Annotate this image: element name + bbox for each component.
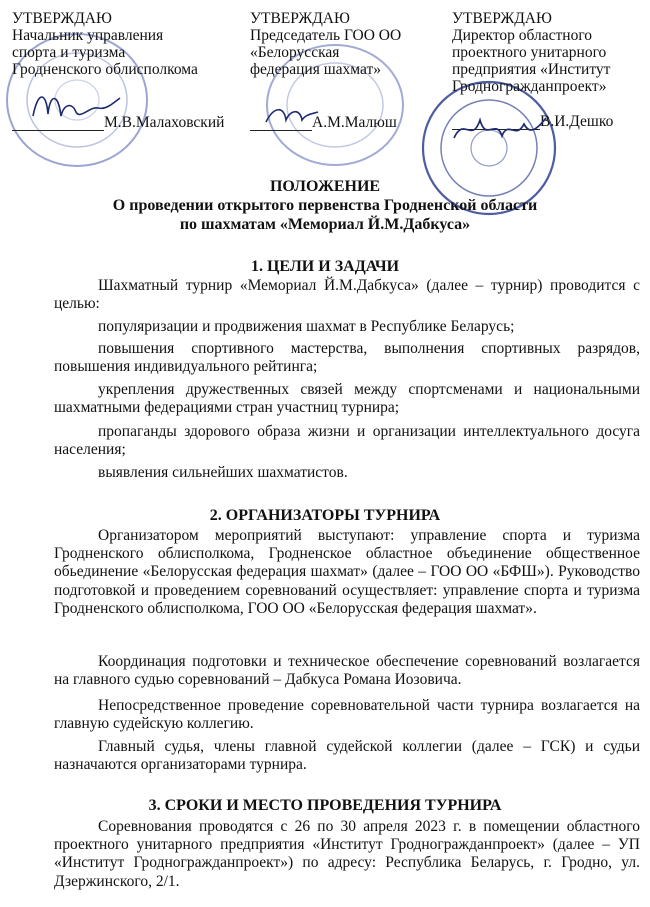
section-3-heading: 3. СРОКИ И МЕСТО ПРОВЕДЕНИЯ ТУРНИРА [148,797,502,814]
approval-line: предприятия «Институт [452,61,611,78]
goal-item: пропаганды здорового образа жизни и организации интеллектуального досуга населения; [54,423,640,459]
signature-row [250,114,450,131]
approval-head: УТВЕРЖДАЮ [250,10,350,27]
approval-block-1 [12,10,242,131]
approval-line: Гродненского облисполкома [12,61,198,78]
section-2-heading: 2. ОРГАНИЗАТОРЫ ТУРНИРА [209,507,441,524]
signature-line [452,129,540,130]
document-subtitle-line-2: по шахматам «Мемориал Й.М.Дабкуса» [179,216,471,233]
approval-line: Начальник управления [12,27,164,44]
section-2-paragraph: Главный судья, члены главной судейской коллегии (далее – ГСК) и судьи назначаются организаторами турнира. [54,738,640,774]
document-title: ПОЛОЖЕНИЕ [269,178,381,195]
section-2-paragraph: Непосредственное проведение соревновательной части турнира возлагается на главную судейскую коллегию. [54,697,640,733]
approval-line: проектного унитарного [452,44,607,61]
approval-line: «Белорусская [250,44,340,61]
section-2-paragraph: Организатором мероприятий выступают: управление спорта и туризма Гродненского облисполкома, Гродненское областное объединение общественное обьединение «Белорусская федерация шахмат» (далее – ГОО ОО «БФШ»). Руководство подготовкой и проведением соревнований осуществляет: управление спорта и туризма Гродненского облисполкома, ГОО ОО «Белорусская федерация шахмат». [54,527,640,617]
approval-line: Председатель ГОО ОО [250,27,402,44]
document-subtitle-line-1: О проведении открытого первенства Гродненской области [112,197,538,214]
signer-name: В.И.Дешко [540,113,614,130]
signature-line [12,130,104,131]
section-1-intro: Шахматный турнир «Мемориал Й.М.Дабкуса» (далее – турнир) проводится с целью: [54,277,640,313]
approval-line: Гродногражданпроект» [452,78,607,95]
signature-row [12,114,242,131]
goal-item: укрепления дружественных связей между спортсменами и национальными шахматными федерациями стран участниц турнира; [54,381,640,417]
goal-item: повышения спортивного мастерства, выполнения спортивных разрядов, повышения индивидуального рейтинга; [54,340,640,376]
approval-head: УТВЕРЖДАЮ [452,10,552,27]
section-1-heading: 1. ЦЕЛИ И ЗАДАЧИ [250,258,400,275]
goal-item: популяризации и продвижения шахмат в Республике Беларусь; [98,318,515,335]
approval-line: федерация шахмат» [250,61,381,78]
signature-line [250,130,312,131]
approval-line: спорта и туризма [12,44,126,61]
approval-line: Директор областного [452,27,593,44]
signature-row [452,113,647,130]
section-2-paragraph: Координация подготовки и техническое обеспечение соревнований возлагается на главного судью соревнований – Дабкуса Романа Иозовича. [54,653,640,689]
signer-name: М.В.Малаховский [104,114,225,131]
signer-name: А.М.Малюш [312,114,397,131]
approval-block-2 [250,10,450,131]
approval-block-3 [452,10,647,130]
approval-head: УТВЕРЖДАЮ [12,10,112,27]
section-3-paragraph: Соревнования проводятся с 26 по 30 апреля 2023 г. в помещении областного проектного унитарного предприятия «Институт Гродногражданпроект» (далее – УП «Институт Гродногражданпроект») по адресу: Республика Беларусь, г. Гродно, ул. Дзержинского, 2/1. [54,818,640,890]
goal-item: выявления сильнейших шахматистов. [98,464,348,481]
